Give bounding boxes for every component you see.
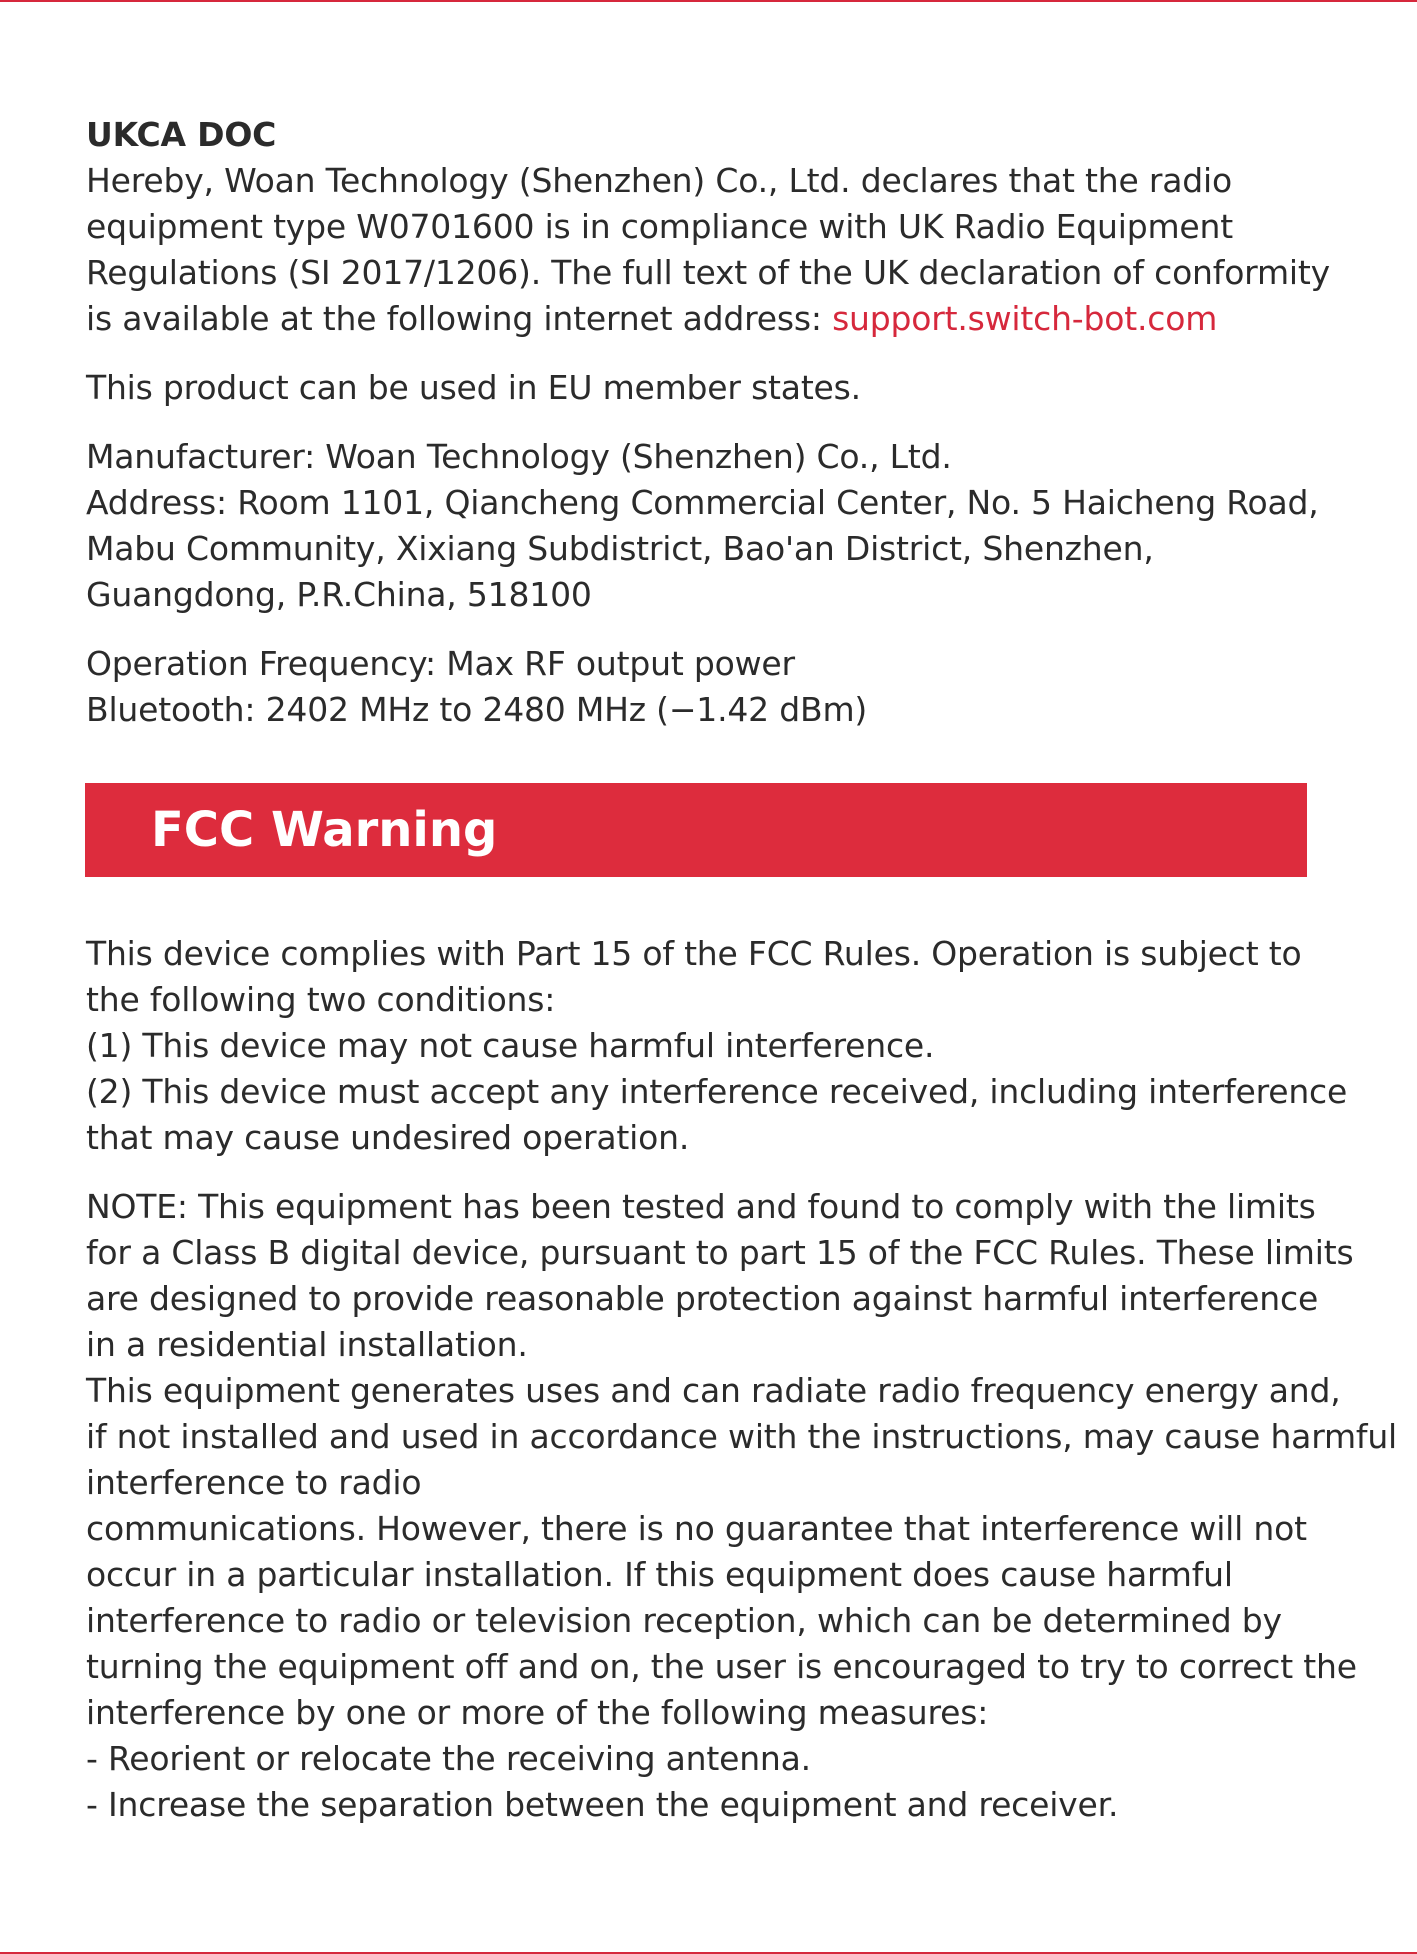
ukca-last-line — [86, 296, 1308, 342]
manufacturer-line: Manufacturer: Woan Technology (Shenzhen) Co., Ltd. — [86, 437, 952, 476]
ukca-line: equipment type W0701600 is in compliance with UK Radio Equipment — [86, 207, 1233, 246]
note-line: occur in a particular installation. If this equipment does cause harmful — [86, 1555, 1233, 1594]
fcc-section — [86, 931, 1398, 1851]
measure-item: - Reorient or relocate the receiving antenna. — [86, 1739, 811, 1778]
note-line: This equipment generates uses and can radiate radio frequency energy and, — [86, 1371, 1341, 1410]
eu-statement: This product can be used in EU member states. — [86, 368, 861, 407]
ukca-line: Regulations (SI 2017/1206). The full text of the UK declaration of conformity — [86, 253, 1330, 292]
manufacturer-paragraph — [86, 434, 1319, 618]
address-line: Mabu Community, Xixiang Subdistrict, Bao'an District, Shenzhen, — [86, 529, 1154, 568]
note-line: if not installed and used in accordance with the instructions, may cause harmful — [86, 1417, 1398, 1456]
fcc-condition-1: (1) This device may not cause harmful interference. — [86, 1026, 935, 1065]
top-divider — [0, 0, 1417, 2]
note-line: for a Class B digital device, pursuant to part 15 of the FCC Rules. These limits — [86, 1233, 1354, 1272]
frequency-line: Operation Frequency: Max RF output power — [86, 644, 795, 683]
note-line: are designed to provide reasonable protection against harmful interference — [86, 1279, 1319, 1318]
fcc-note-paragraph — [86, 1184, 1398, 1828]
frequency-paragraph — [86, 641, 1308, 733]
note-line: communications. However, there is no guarantee that interference will not — [86, 1509, 1307, 1548]
note-line: interference to radio — [86, 1463, 422, 1502]
fcc-line: that may cause undesired operation. — [86, 1118, 690, 1157]
support-link[interactable]: support.switch-bot.com — [832, 299, 1218, 338]
ukca-address-prefix: is available at the following internet address: — [86, 299, 833, 338]
fcc-line: the following two conditions: — [86, 980, 556, 1019]
fcc-warning-title: FCC Warning — [151, 802, 498, 858]
bluetooth-line: Bluetooth: 2402 MHz to 2480 MHz (−1.42 dBm) — [86, 690, 868, 729]
fcc-line: This device complies with Part 15 of the FCC Rules. Operation is subject to — [86, 934, 1302, 973]
address-line: Guangdong, P.R.China, 518100 — [86, 575, 592, 614]
measure-item: - Increase the separation between the equipment and receiver. — [86, 1785, 1119, 1824]
fcc-warning-banner — [85, 783, 1307, 877]
note-line: turning the equipment off and on, the user is encouraged to try to correct the — [86, 1647, 1357, 1686]
ukca-line: Hereby, Woan Technology (Shenzhen) Co., Ltd. declares that the radio — [86, 161, 1232, 200]
address-line: Address: Room 1101, Qiancheng Commercial Center, No. 5 Haicheng Road, — [86, 483, 1319, 522]
note-line: interference by one or more of the following measures: — [86, 1693, 989, 1732]
fcc-condition-2: (2) This device must accept any interference received, including interference — [86, 1072, 1348, 1111]
ukca-paragraph — [86, 112, 1330, 342]
note-line: in a residential installation. — [86, 1325, 528, 1364]
ukca-heading: UKCA DOC — [86, 115, 277, 154]
compliance-section — [86, 112, 1330, 756]
note-line: interference to radio or television reception, which can be determined by — [86, 1601, 1282, 1640]
fcc-conditions-paragraph — [86, 931, 1348, 1161]
note-line: NOTE: This equipment has been tested and found to comply with the limits — [86, 1187, 1316, 1226]
eu-paragraph — [86, 365, 1308, 411]
